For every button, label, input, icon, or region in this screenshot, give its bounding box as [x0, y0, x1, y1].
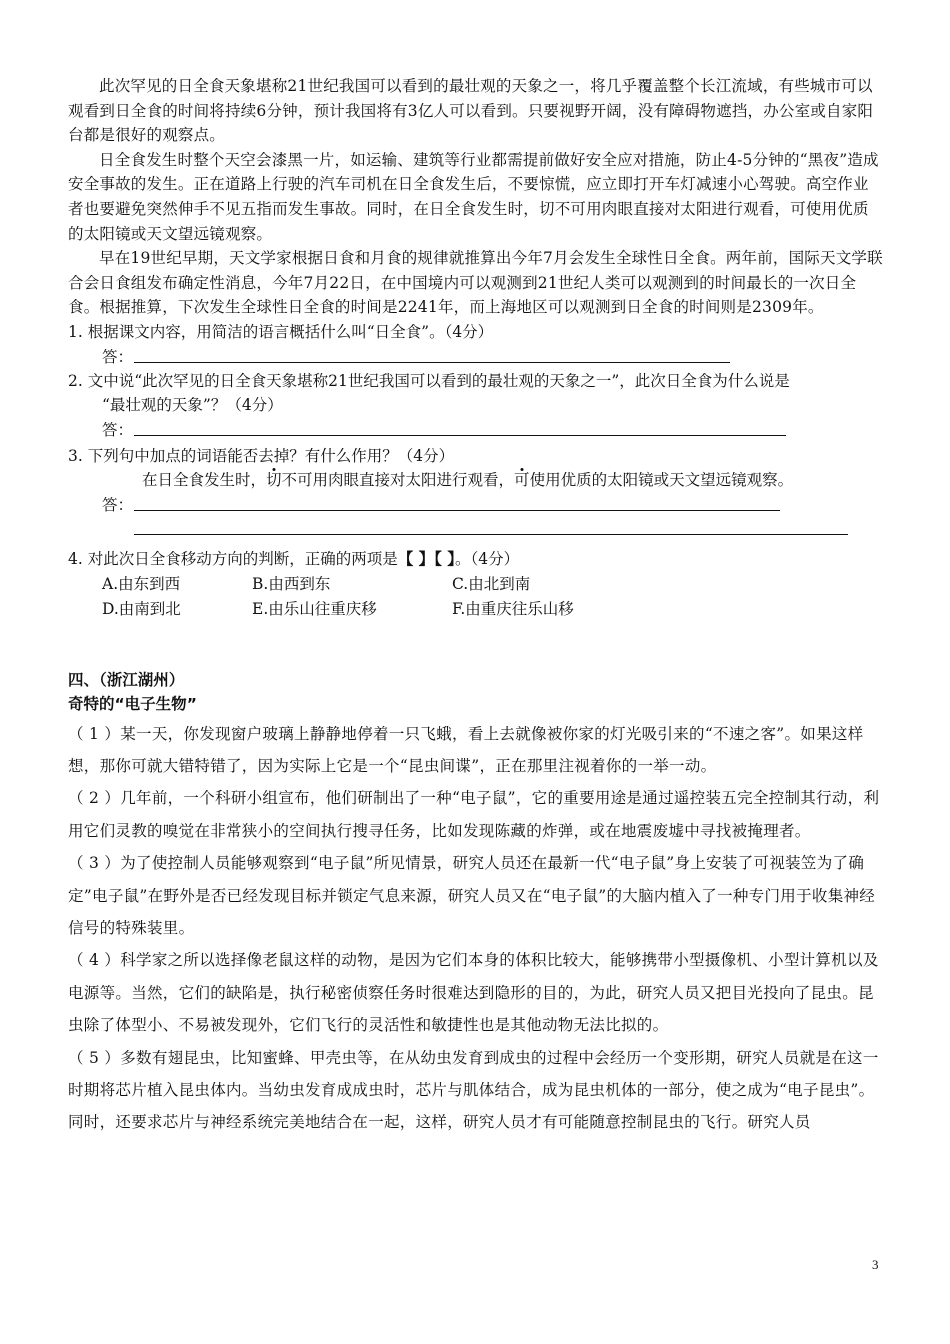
question-4-score: 。（4分）	[455, 549, 520, 568]
option-a[interactable]: A.由东到西	[102, 574, 181, 593]
answer-underline[interactable]	[134, 510, 780, 511]
article-paragraph-1: （ 1 ）某一天，你发现窗户玻璃上静静地停着一只飞蛾，看上去就像被你家的灯光吸引来的“不速之客”。如果这样想，那你可就大错特错了，因为实际上它是一个“昆虫间谍”，正在那里注视着你的一举一动。	[68, 724, 864, 775]
emphasis-dot-word: 切	[266, 471, 282, 490]
passage-paragraph-1: 此次罕见的日全食天象堪称21世纪我国可以看到的最壮观的天象之一，将几乎覆盖整个长江流域，有些城市可以观看到日全食的时间将持续6分钟，预计我国将有3亿人可以看到。只要视野开阔，没有障碍物遮挡，办公室或自家阳台都是很好的观察点。	[68, 77, 874, 145]
question-4	[68, 547, 884, 572]
question-3-quote	[68, 468, 884, 493]
document-page	[68, 74, 884, 1139]
option-d[interactable]: D.由南到北	[102, 599, 181, 618]
answer-label: 答：	[102, 347, 134, 366]
option-b[interactable]: B.由西到东	[252, 574, 331, 593]
passage-paragraph-2: 日全食发生时整个天空会漆黑一片，如运输、建筑等行业都需提前做好安全应对措施，防止4-5分钟的“黑夜”造成安全事故的发生。正在道路上行驶的汽车司机在日全食发生后，不要惊慌，应立即打开车灯减速小心驾驶。高空作业者也要避免突然伸手不见五指而发生事故。同时，在日全食发生时，切不可用肉眼直接对太阳进行观看，可使用优质的太阳镜或天文望远镜观察。	[68, 150, 879, 243]
passage-paragraph-3: 早在19世纪早期，天文学家根据日食和月食的规律就推算出今年7月会发生全球性日全食。两年前，国际天文学联合会日食组发布确定性消息，今年7月22日，在中国境内可以观测到21世纪人类可以观测到的时间最长的一次日全食。根据推算，下次发生全球性日全食的时间是2241年，而上海地区可以观测到日全食的时间则是2309年。	[68, 249, 883, 317]
article-paragraph-2: （ 2 ）几年前，一个科研小组宣布，他们研制出了一种“电子鼠”，它的重要用途是通过遥控装五完全控制其行动，利用它们灵教的嗅觉在非常狭小的空间执行搜寻任务，比如发现陈藏的炸弹，或在地震废墟中寻找被掩理者。	[68, 789, 880, 840]
question-1: 1. 根据课文内容，用简洁的语言概括什么叫“日全食”。（4分）	[68, 322, 494, 341]
answer-bracket-2[interactable]: 【 】	[434, 549, 456, 568]
answer-bracket-1[interactable]: 【 】	[397, 549, 435, 568]
question-2-line-2: “最壮观的天象”？（4分）	[102, 396, 283, 415]
emphasis-dot-word: 可	[514, 471, 530, 490]
answer-line-3b[interactable]	[68, 517, 884, 541]
article-paragraph-4: （ 4 ）科学家之所以选择像老鼠这样的动物，是因为它们本身的体积比较大，能够携带小型摄像机、小型计算机以及电源等。当然，它们的缺陷是，执行秘密侦察任务时很难达到隐形的目的，为此，研究人员又把目光投向了昆虫。昆虫除了体型小、不易被发现外，它们飞行的灵活性和敏捷性也是其他动物无法比拟的。	[68, 951, 879, 1035]
question-3: 3. 下列句中加点的词语能否去掉？有什么作用？（4分）	[68, 446, 455, 465]
option-c[interactable]: C.由北到南	[452, 574, 531, 593]
answer-label: 答：	[102, 420, 134, 439]
quote-text: 在日全食发生时，	[142, 471, 267, 490]
answer-line-2[interactable]	[68, 418, 884, 442]
answer-label: 答：	[102, 495, 134, 514]
section-heading: 四、（浙江湖州）	[68, 670, 185, 689]
option-e[interactable]: E.由乐山往重庆移	[252, 599, 377, 618]
answer-underline[interactable]	[134, 362, 730, 363]
quote-text: 使用优质的太阳镜或天文望远镜观察。	[529, 471, 794, 490]
answer-line-3[interactable]	[68, 493, 884, 517]
article-paragraph-3: （ 3 ）为了使控制人员能够观察到“电子鼠”所见情景，研究人员还在最新一代“电子鼠”身上安装了可视装笠为了确定”电子鼠”在野外是否已经发现目标并锁定气息来源，研究人员又在“电子鼠”的大脑内植入了一种专门用于收集神经信号的特殊装里。	[68, 854, 876, 937]
page-number: 3	[872, 1257, 879, 1272]
question-2-line-1: 2. 文中说“此次罕见的日全食天象堪称21世纪我国可以看到的最壮观的天象之一”，此次日全食为什么说是	[68, 371, 790, 390]
article-paragraph-5: （ 5 ）多数有翅昆虫，比知蜜蜂、甲壳虫等，在从幼虫发育到成虫的过程中会经历一个变形期，研究人员就是在这一时期将芯片植入昆虫体内。当幼虫发育成成虫时，芯片与肌体结合，成为昆虫机体的一部分，使之成为“电子昆虫”。同时，还要求芯片与神经系统完美地结合在一起，这样，研究人员才有可能随意控制昆虫的飞行。研究人员	[68, 1048, 879, 1132]
answer-line-1[interactable]	[68, 345, 884, 369]
option-f[interactable]: F.由重庆往乐山移	[452, 599, 574, 618]
answer-underline[interactable]	[134, 534, 848, 535]
article-title: 奇特的“电子生物”	[68, 694, 197, 713]
answer-underline[interactable]	[134, 435, 786, 436]
quote-text: 不可用肉眼直接对太阳进行观看，	[281, 471, 515, 490]
options-grid	[68, 572, 884, 622]
question-4-text: 4. 对此次日全食移动方向的判断，正确的两项是	[68, 549, 398, 568]
